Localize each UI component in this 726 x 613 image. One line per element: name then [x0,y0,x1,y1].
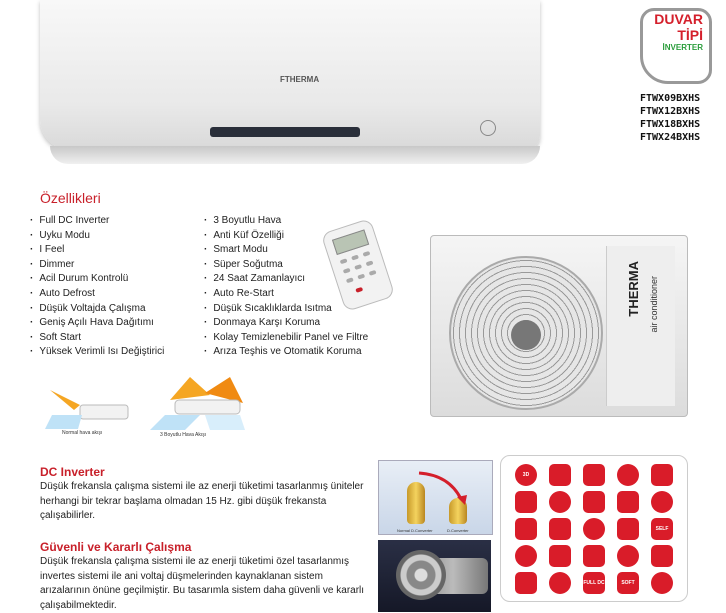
indoor-unit-logo-icon [480,120,496,136]
feature-item: · 24 Saat Zamanlayıcı [204,272,368,287]
dc-converter-label: D.Converter [447,528,469,533]
feature-item: · Full DC Inverter [30,214,164,229]
filter-icon [617,491,639,513]
features-title: Özellikleri [40,190,101,206]
outdoor-subtitle: air conditioner [649,276,659,333]
model-item: FTWX24BXHS [640,132,701,143]
normal-converter-label: Normal D.Converter [397,528,433,533]
model-item: FTWX09BXHS [640,93,701,104]
dc-icon [549,572,571,594]
3d-airflow-image [145,375,255,440]
compressor-rotor [396,550,446,600]
low-volt-icon [651,572,673,594]
swing-icon [515,518,537,540]
indoor-unit-louver [50,146,540,164]
badge-line1: DUVAR [654,11,703,27]
model-list [640,92,726,144]
feature-item: · Uyku Modu [30,229,164,244]
product-type-badge [640,8,712,84]
snowflake-icon [651,545,673,567]
badge-line2: TİPİ [677,27,703,43]
model-item: FTWX18BXHS [640,119,701,130]
feature-item: · Dimmer [30,258,164,273]
ifeel-icon [549,518,571,540]
feature-item: · Smart Modu [204,243,368,258]
self-icon: SELF [651,518,673,540]
fan-grill [449,256,603,410]
outdoor-brand: THERMA [626,261,641,317]
defrost-icon [583,518,605,540]
feature-item: · Düşük Sıcaklıklarda Isıtma [204,302,368,317]
feature-item: · Auto Re-Start [204,287,368,302]
3d-airflow-label: 3 Boyutlu Hava Akışı [160,432,207,438]
dc-inverter-text: Düşük frekansla çalışma sistemi ile az enerji tüketimi tasarlanmış üniteler herhangi bir tekrar başlama olmadan 15 Hz. gibi düşük frekansta çalışabilirler. [40,481,364,521]
heater-icon [583,545,605,567]
normal-airflow-image [40,385,130,440]
feature-item: · Donmaya Karşı Koruma [204,316,368,331]
fan-icon [617,545,639,567]
dc-inverter-title: DC Inverter [40,465,105,479]
normal-airflow-graphic [40,385,130,430]
full-dc-icon: FULL DC [583,572,605,594]
display-icon [549,464,571,486]
indoor-unit-display [210,127,360,137]
power-icon [515,572,537,594]
feature-item: · Anti Küf Özelliği [204,229,368,244]
bulb-icon [515,545,537,567]
smart-icon [651,491,673,513]
decrease-arrow-icon [379,461,492,534]
clock-icon [583,491,605,513]
model-item: FTWX12BXHS [640,106,701,117]
feature-item: · Düşük Voltajda Çalışma [30,302,164,317]
dc-inverter-image [378,460,493,535]
feature-item: · Arıza Teşhis ve Otomatik Koruma [204,345,368,360]
3d-airflow-graphic [145,375,255,430]
normal-airflow-label: Normal hava akışı [62,430,103,436]
feature-item: · Soft Start [30,331,164,346]
anti-mildew-icon [617,464,639,486]
soft-icon: SOFT [617,572,639,594]
guvenli-text: Düşük frekansla çalışma sistemi ile az enerji tüketimi özel tasarlanmış invertes sistemi ile ani voltaj düşmelerinden kaynaklanan sistem arızalarının önüne geçilmiştir. Bu tasarımla sistem daha güvenli ve kararlı çalışabilmektedir. [40,556,365,611]
feature-item: · Geniş Açılı Hava Dağıtımı [30,316,164,331]
feature-item: · Yüksek Verimli Isı Değiştirici [30,345,164,360]
hot-start-icon [515,491,537,513]
indoor-unit-image [40,0,540,165]
sleep-icon [583,464,605,486]
turbo-icon [549,491,571,513]
feature-item: · I Feel [30,243,164,258]
indoor-unit-brand: FTHERMA [280,75,320,84]
feature-item: · Süper Soğutma [204,258,368,273]
coil-icon [549,545,571,567]
person-icon [651,464,673,486]
compressor-image [378,540,491,612]
feature-item: · 3 Boyutlu Hava [204,214,368,229]
feature-item: · Kolay Temizlenebilir Panel ve Filtre [204,331,368,346]
features-list-left [30,214,164,360]
feature-item: · Acil Durum Kontrolü [30,272,164,287]
remote-screen [332,229,369,255]
3d-airflow-icon: 3D [515,464,537,486]
guvenli-title: Güvenli ve Kararlı Çalışma [40,540,192,554]
timer-24-icon [617,518,639,540]
feature-item: · Auto Defrost [30,287,164,302]
badge-line3: İNVERTER [662,43,703,52]
feature-icon-grid [500,455,688,602]
outdoor-unit-image [430,235,688,417]
